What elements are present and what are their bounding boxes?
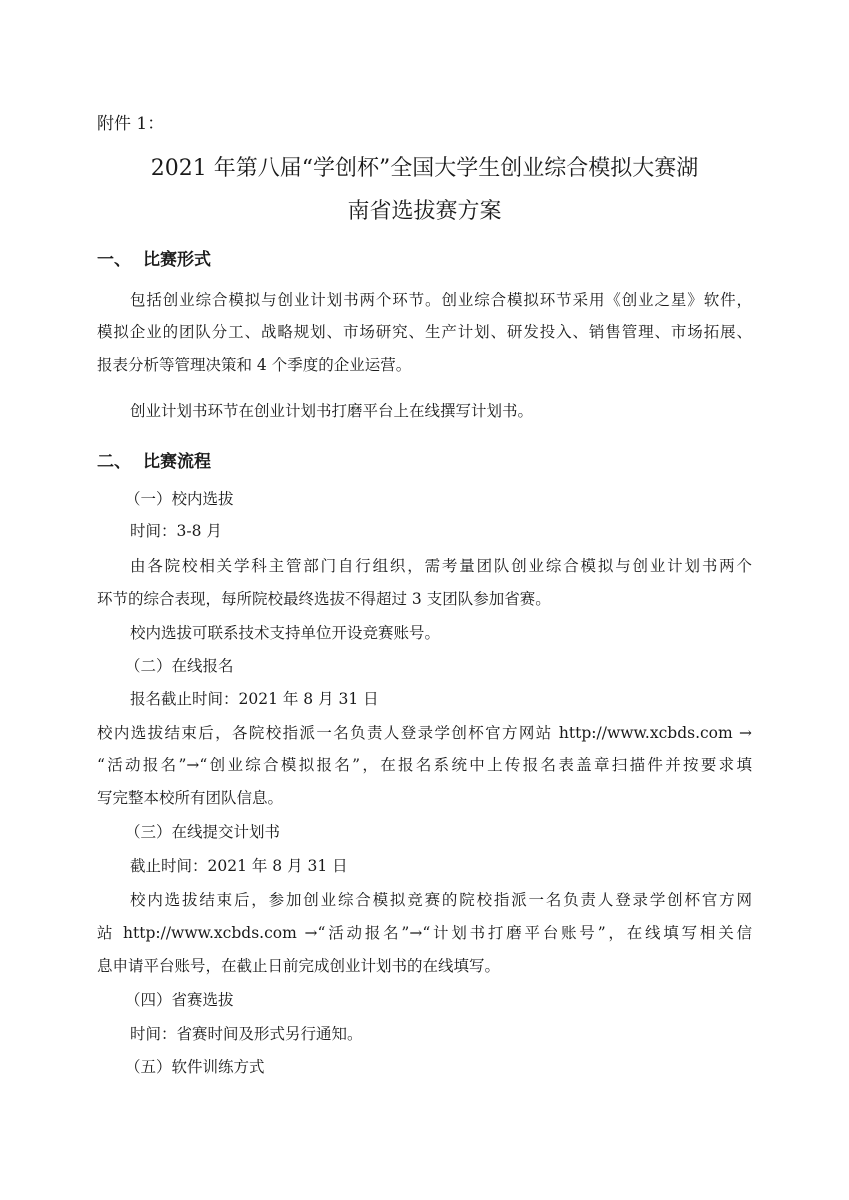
section-2-heading [97, 452, 211, 472]
subsection-1-time: 时间：3-8 月 [130, 522, 222, 540]
subsection-3-desc-line-2: 站 http://www.xcbds.com →“活动报名”→“计划书打磨平台账号”，在线填写相关信 [97, 924, 752, 942]
subsection-4-heading: （四）省赛选拔 [125, 991, 234, 1009]
section-2-number: 二、 [97, 452, 131, 472]
subsection-3-deadline: 截止时间：2021 年 8 月 31 日 [130, 857, 348, 875]
subsection-3-heading: （三）在线提交计划书 [125, 823, 281, 841]
subsection-2-desc-line-3: 写完整本校所有团队信息。 [97, 789, 284, 807]
section-1-heading [97, 250, 211, 270]
section-2-title: 比赛流程 [143, 452, 211, 472]
subsection-3-desc-line-3: 息申请平台账号，在截止日前完成创业计划书的在线填写。 [97, 957, 501, 975]
subsection-5-heading: （五）软件训练方式 [125, 1058, 265, 1076]
section-1-para-1-line-1: 包括创业综合模拟与创业计划书两个环节。创业综合模拟环节采用《创业之星》软件， [130, 291, 752, 309]
section-1-title: 比赛形式 [143, 250, 211, 270]
document-title-line-2: 南省选拔赛方案 [347, 199, 502, 224]
section-1-para-2: 创业计划书环节在创业计划书打磨平台上在线撰写计划书。 [130, 402, 534, 420]
subsection-2-desc-line-1: 校内选拔结束后，各院校指派一名负责人登录学创杯官方网站 http://www.xcbds.com → [97, 724, 752, 742]
section-1-para-1-line-3: 报表分析等管理决策和 4 个季度的企业运营。 [97, 356, 412, 374]
attachment-label: 附件 1： [97, 114, 165, 134]
subsection-1-desc-line-2: 环节的综合表现，每所院校最终选拔不得超过 3 支团队参加省赛。 [97, 590, 551, 608]
subsection-2-desc-line-2: “活动报名”→“创业综合模拟报名”，在报名系统中上传报名表盖章扫描件并按要求填 [97, 756, 752, 774]
document-title-line-1: 2021 年第八届“学创杯”全国大学生创业综合模拟大赛湖 [150, 156, 699, 181]
subsection-4-time: 时间：省赛时间及形式另行通知。 [130, 1025, 363, 1043]
section-1-para-1-line-2: 模拟企业的团队分工、战略规划、市场研究、生产计划、研发投入、销售管理、市场拓展、 [97, 323, 752, 341]
subsection-3-desc-line-1: 校内选拔结束后，参加创业综合模拟竞赛的院校指派一名负责人登录学创杯官方网 [130, 891, 752, 909]
subsection-2-deadline: 报名截止时间：2021 年 8 月 31 日 [130, 690, 379, 708]
section-1-number: 一、 [97, 250, 131, 270]
subsection-1-desc-line-1: 由各院校相关学科主管部门自行组织，需考量团队创业综合模拟与创业计划书两个 [130, 557, 752, 575]
subsection-1-heading: （一）校内选拔 [125, 490, 234, 508]
subsection-2-heading: （二）在线报名 [125, 657, 234, 675]
subsection-1-note: 校内选拔可联系技术支持单位开设竞赛账号。 [130, 624, 441, 642]
